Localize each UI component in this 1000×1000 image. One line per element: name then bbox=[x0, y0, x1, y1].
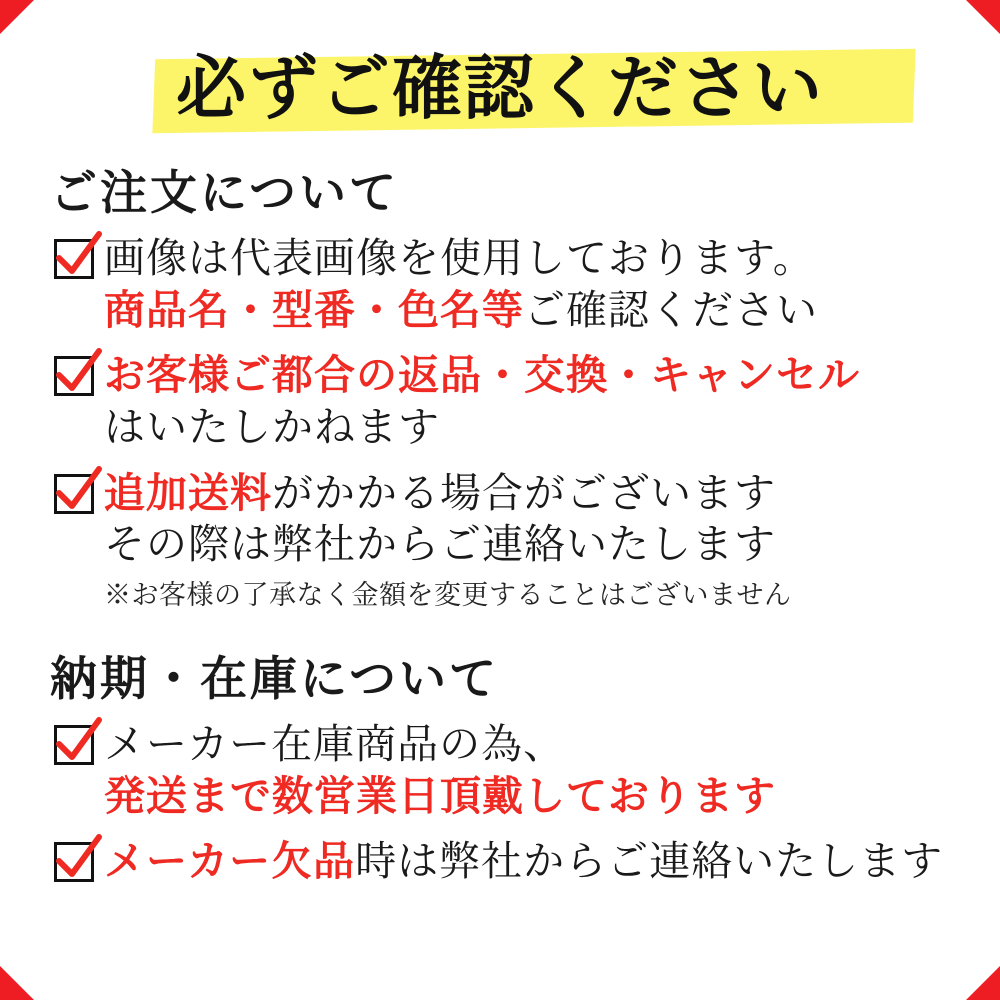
notice-line bbox=[104, 836, 954, 888]
notice-item-text bbox=[104, 719, 954, 822]
notice-line bbox=[104, 285, 954, 337]
notice-line: 発送まで数営業日頂戴しております bbox=[104, 772, 776, 819]
notice-item-text bbox=[104, 836, 954, 888]
notice-line-rest: がかかる場合がございます bbox=[272, 469, 776, 516]
notice-line: お客様ご都合の返品・交換・キャンセル bbox=[104, 352, 860, 399]
checkmark-icon bbox=[54, 474, 94, 514]
checkmark-icon bbox=[54, 239, 94, 279]
notice-item bbox=[46, 836, 954, 888]
section-heading-orders: ご注文について bbox=[50, 168, 400, 220]
corner-accent-bottom-right bbox=[966, 966, 1000, 1000]
notice-item bbox=[46, 350, 954, 453]
notice-item bbox=[46, 468, 954, 612]
checkmark-icon bbox=[54, 842, 94, 882]
page-title bbox=[46, 38, 954, 142]
notice-item-text bbox=[104, 233, 954, 336]
notice-item bbox=[46, 719, 954, 822]
corner-accent-bottom-left bbox=[0, 966, 34, 1000]
notice-item-text bbox=[104, 468, 954, 612]
notice-item-text bbox=[104, 350, 954, 453]
notice-line bbox=[104, 468, 954, 520]
notice-footnote: ※お客様の了承なく金額を変更することはございません bbox=[104, 579, 792, 610]
checkmark-icon bbox=[54, 725, 94, 765]
page-title-text: 必ずご確認ください bbox=[176, 51, 824, 128]
notice-line: メーカー在庫商品の為、 bbox=[104, 720, 566, 767]
notice-line-emphasis: 追加送料 bbox=[104, 469, 272, 516]
section-heading-delivery: 納期・在庫について bbox=[50, 653, 500, 706]
notice-line: その際は弊社からご連絡いたします bbox=[104, 521, 776, 568]
corner-accent-top-left bbox=[0, 0, 34, 34]
notice-line-emphasis: 商品名・型番・色名等 bbox=[104, 286, 524, 333]
corner-accent-top-right bbox=[966, 0, 1000, 34]
notice-line: 画像は代表画像を使用しております。 bbox=[104, 235, 815, 281]
notice-line: はいたしかねます bbox=[104, 403, 440, 450]
checkmark-icon bbox=[54, 356, 94, 396]
notice-line-rest: 時は弊社からご連絡いたします bbox=[355, 838, 944, 885]
notice-line-emphasis: メーカー欠品 bbox=[104, 838, 356, 885]
notice-line-rest: ご確認ください bbox=[524, 286, 818, 333]
notice-item bbox=[46, 233, 954, 336]
